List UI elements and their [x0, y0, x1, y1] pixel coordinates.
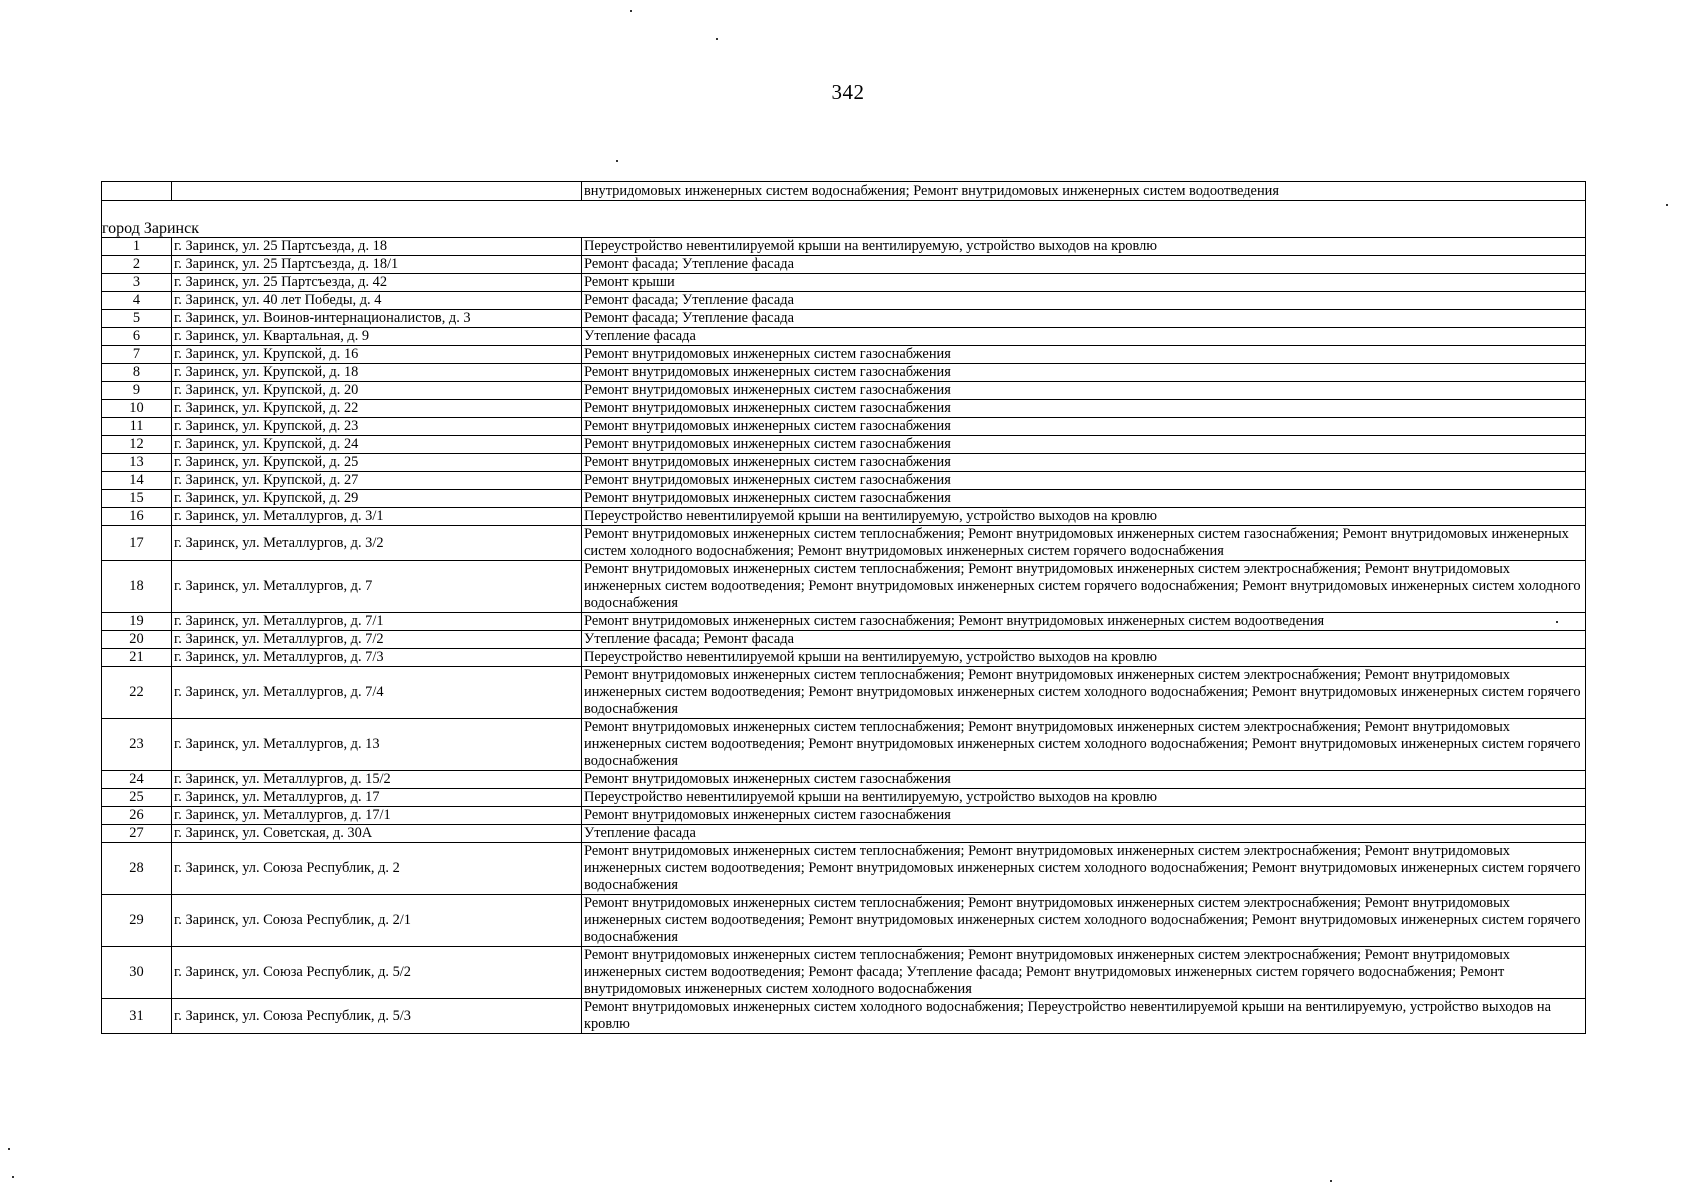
row-address: г. Заринск, ул. Металлургов, д. 3/1 [172, 508, 582, 526]
row-number: 2 [102, 256, 172, 274]
table-row [102, 472, 1586, 490]
table-row [102, 843, 1586, 895]
row-address: г. Заринск, ул. Металлургов, д. 17 [172, 789, 582, 807]
works-table [101, 181, 1586, 1034]
row-works: Ремонт внутридомовых инженерных систем газоснабжения [582, 490, 1586, 508]
row-address: г. Заринск, ул. Крупской, д. 22 [172, 400, 582, 418]
row-address: г. Заринск, ул. Металлургов, д. 7/1 [172, 613, 582, 631]
row-address: г. Заринск, ул. Крупской, д. 23 [172, 418, 582, 436]
row-address: г. Заринск, ул. Крупской, д. 27 [172, 472, 582, 490]
row-address: г. Заринск, ул. Металлургов, д. 7 [172, 561, 582, 613]
page-number: 342 [831, 80, 865, 104]
row-works: Ремонт внутридомовых инженерных систем теплоснабжения; Ремонт внутридомовых инженерных систем электроснабжения; Ремонт внутридомовых инженерных систем водоотведения; Ремонт внутридомовых инженерных систем горячего водоснабжения; Ремонт внутридомовых инженерных систем холодного водоснабжения [582, 561, 1586, 613]
table-row [102, 364, 1586, 382]
row-address: г. Заринск, ул. Крупской, д. 25 [172, 454, 582, 472]
row-address: г. Заринск, ул. Металлургов, д. 3/2 [172, 526, 582, 561]
row-address: г. Заринск, ул. Металлургов, д. 7/4 [172, 667, 582, 719]
row-number: 16 [102, 508, 172, 526]
table-row [102, 508, 1586, 526]
scan-speck [616, 160, 618, 162]
row-address: г. Заринск, ул. Металлургов, д. 7/3 [172, 649, 582, 667]
row-number: 18 [102, 561, 172, 613]
table-row [102, 454, 1586, 472]
row-number: 24 [102, 771, 172, 789]
table-row [102, 274, 1586, 292]
row-works: Переустройство невентилируемой крыши на вентилируемую, устройство выходов на кровлю [582, 649, 1586, 667]
scan-speck [716, 38, 718, 40]
row-address: г. Заринск, ул. Квартальная, д. 9 [172, 328, 582, 346]
table-row [102, 436, 1586, 454]
table-row [102, 947, 1586, 999]
row-works: Ремонт крыши [582, 274, 1586, 292]
row-works: Ремонт внутридомовых инженерных систем газоснабжения [582, 436, 1586, 454]
row-works: Ремонт фасада; Утепление фасада [582, 292, 1586, 310]
row-number: 5 [102, 310, 172, 328]
row-works: Ремонт внутридомовых инженерных систем газоснабжения [582, 807, 1586, 825]
table-row [102, 807, 1586, 825]
row-number: 20 [102, 631, 172, 649]
section-row [102, 219, 1586, 238]
table-row [102, 490, 1586, 508]
table-row [102, 292, 1586, 310]
row-number: 4 [102, 292, 172, 310]
row-number: 26 [102, 807, 172, 825]
continuation-num-cell [102, 182, 172, 201]
row-works: Ремонт внутридомовых инженерных систем газоснабжения [582, 418, 1586, 436]
row-works: Ремонт внутридомовых инженерных систем газоснабжения [582, 382, 1586, 400]
table-row [102, 256, 1586, 274]
section-title: город Заринск [102, 219, 1586, 238]
row-works: Ремонт внутридомовых инженерных систем газоснабжения; Ремонт внутридомовых инженерных систем водоотведения [582, 613, 1586, 631]
table-row [102, 328, 1586, 346]
table-row [102, 382, 1586, 400]
row-number: 1 [102, 238, 172, 256]
row-works: Переустройство невентилируемой крыши на вентилируемую, устройство выходов на кровлю [582, 238, 1586, 256]
continuation-address-cell [172, 182, 582, 201]
row-address: г. Заринск, ул. Металлургов, д. 13 [172, 719, 582, 771]
scan-speck [1330, 1180, 1332, 1182]
table-row [102, 649, 1586, 667]
table-body [102, 182, 1586, 1034]
table-row [102, 667, 1586, 719]
row-number: 25 [102, 789, 172, 807]
row-number: 29 [102, 895, 172, 947]
continuation-row [102, 182, 1586, 201]
row-address: г. Заринск, ул. Металлургов, д. 17/1 [172, 807, 582, 825]
row-works: Ремонт внутридомовых инженерных систем теплоснабжения; Ремонт внутридомовых инженерных систем электроснабжения; Ремонт внутридомовых инженерных систем водоотведения; Ремонт фасада; Утепление фасада; Ремонт внутридомовых инженерных систем горячего водоснабжения; Ремонт внутридомовых инженерных систем холодного водоснабжения [582, 947, 1586, 999]
row-address: г. Заринск, ул. Крупской, д. 18 [172, 364, 582, 382]
row-works: Ремонт внутридомовых инженерных систем теплоснабжения; Ремонт внутридомовых инженерных систем электроснабжения; Ремонт внутридомовых инженерных систем водоотведения; Ремонт внутридомовых инженерных систем холодного водоснабжения; Ремонт внутридомовых инженерных систем горячего водоснабжения [582, 895, 1586, 947]
table-row [102, 789, 1586, 807]
row-address: г. Заринск, ул. Союза Республик, д. 2/1 [172, 895, 582, 947]
scan-speck [1556, 621, 1558, 623]
row-number: 19 [102, 613, 172, 631]
table-row [102, 613, 1586, 631]
table-row [102, 346, 1586, 364]
row-number: 23 [102, 719, 172, 771]
table-row [102, 310, 1586, 328]
row-address: г. Заринск, ул. Металлургов, д. 7/2 [172, 631, 582, 649]
row-works: Утепление фасада; Ремонт фасада [582, 631, 1586, 649]
row-address: г. Заринск, ул. Крупской, д. 24 [172, 436, 582, 454]
row-number: 27 [102, 825, 172, 843]
row-number: 15 [102, 490, 172, 508]
row-address: г. Заринск, ул. Крупской, д. 16 [172, 346, 582, 364]
row-works: Ремонт внутридомовых инженерных систем теплоснабжения; Ремонт внутридомовых инженерных систем газоснабжения; Ремонт внутридомовых инженерных систем холодного водоснабжения; Ремонт внутридомовых инженерных систем горячего водоснабжения [582, 526, 1586, 561]
row-number: 22 [102, 667, 172, 719]
row-address: г. Заринск, ул. Союза Республик, д. 5/3 [172, 999, 582, 1034]
row-works: Ремонт внутридомовых инженерных систем газоснабжения [582, 454, 1586, 472]
row-works: Утепление фасада [582, 825, 1586, 843]
row-number: 28 [102, 843, 172, 895]
row-address: г. Заринск, ул. Металлургов, д. 15/2 [172, 771, 582, 789]
row-works: Утепление фасада [582, 328, 1586, 346]
row-address: г. Заринск, ул. Крупской, д. 29 [172, 490, 582, 508]
row-address: г. Заринск, ул. 25 Партсъезда, д. 18/1 [172, 256, 582, 274]
row-number: 30 [102, 947, 172, 999]
table-row [102, 999, 1586, 1034]
spacer-cell [102, 201, 1586, 220]
table-row [102, 719, 1586, 771]
table-row [102, 561, 1586, 613]
row-number: 10 [102, 400, 172, 418]
spacer-row [102, 201, 1586, 220]
row-works: Ремонт фасада; Утепление фасада [582, 310, 1586, 328]
row-number: 8 [102, 364, 172, 382]
row-works: Ремонт внутридомовых инженерных систем газоснабжения [582, 364, 1586, 382]
row-number: 3 [102, 274, 172, 292]
row-number: 17 [102, 526, 172, 561]
row-number: 14 [102, 472, 172, 490]
row-works: Переустройство невентилируемой крыши на вентилируемую, устройство выходов на кровлю [582, 508, 1586, 526]
row-works: Ремонт внутридомовых инженерных систем газоснабжения [582, 771, 1586, 789]
row-address: г. Заринск, ул. Союза Республик, д. 5/2 [172, 947, 582, 999]
table-row [102, 825, 1586, 843]
row-number: 13 [102, 454, 172, 472]
row-address: г. Заринск, ул. Союза Республик, д. 2 [172, 843, 582, 895]
scan-speck [8, 1148, 10, 1150]
table-row [102, 895, 1586, 947]
row-works: Ремонт внутридомовых инженерных систем теплоснабжения; Ремонт внутридомовых инженерных систем электроснабжения; Ремонт внутридомовых инженерных систем водоотведения; Ремонт внутридомовых инженерных систем холодного водоснабжения; Ремонт внутридомовых инженерных систем горячего водоснабжения [582, 719, 1586, 771]
row-works: Ремонт внутридомовых инженерных систем холодного водоснабжения; Переустройство невентилируемой крыши на вентилируемую, устройство выходов на кровлю [582, 999, 1586, 1034]
row-address: г. Заринск, ул. Советская, д. 30А [172, 825, 582, 843]
row-address: г. Заринск, ул. 40 лет Победы, д. 4 [172, 292, 582, 310]
scan-speck [630, 10, 632, 12]
row-number: 6 [102, 328, 172, 346]
table-row [102, 631, 1586, 649]
row-number: 7 [102, 346, 172, 364]
row-works: Ремонт внутридомовых инженерных систем теплоснабжения; Ремонт внутридомовых инженерных систем электроснабжения; Ремонт внутридомовых инженерных систем водоотведения; Ремонт внутридомовых инженерных систем холодного водоснабжения; Ремонт внутридомовых инженерных систем горячего водоснабжения [582, 667, 1586, 719]
row-address: г. Заринск, ул. Крупской, д. 20 [172, 382, 582, 400]
row-address: г. Заринск, ул. 25 Партсъезда, д. 42 [172, 274, 582, 292]
row-number: 12 [102, 436, 172, 454]
row-number: 31 [102, 999, 172, 1034]
scan-speck [12, 1176, 14, 1178]
table-row [102, 400, 1586, 418]
table-row [102, 418, 1586, 436]
row-works: Переустройство невентилируемой крыши на вентилируемую, устройство выходов на кровлю [582, 789, 1586, 807]
row-number: 11 [102, 418, 172, 436]
row-works: Ремонт внутридомовых инженерных систем газоснабжения [582, 400, 1586, 418]
scan-speck [1666, 204, 1668, 206]
continuation-works-cell: внутридомовых инженерных систем водоснабжения; Ремонт внутридомовых инженерных систем водоотведения [582, 182, 1586, 201]
table-row [102, 526, 1586, 561]
row-works: Ремонт внутридомовых инженерных систем газоснабжения [582, 472, 1586, 490]
row-number: 21 [102, 649, 172, 667]
table-row [102, 238, 1586, 256]
row-number: 9 [102, 382, 172, 400]
row-works: Ремонт внутридомовых инженерных систем теплоснабжения; Ремонт внутридомовых инженерных систем электроснабжения; Ремонт внутридомовых инженерных систем водоотведения; Ремонт внутридомовых инженерных систем холодного водоснабжения; Ремонт внутридомовых инженерных систем горячего водоснабжения [582, 843, 1586, 895]
table-row [102, 771, 1586, 789]
row-works: Ремонт фасада; Утепление фасада [582, 256, 1586, 274]
row-address: г. Заринск, ул. 25 Партсъезда, д. 18 [172, 238, 582, 256]
row-address: г. Заринск, ул. Воинов-интернационалистов, д. 3 [172, 310, 582, 328]
row-works: Ремонт внутридомовых инженерных систем газоснабжения [582, 346, 1586, 364]
